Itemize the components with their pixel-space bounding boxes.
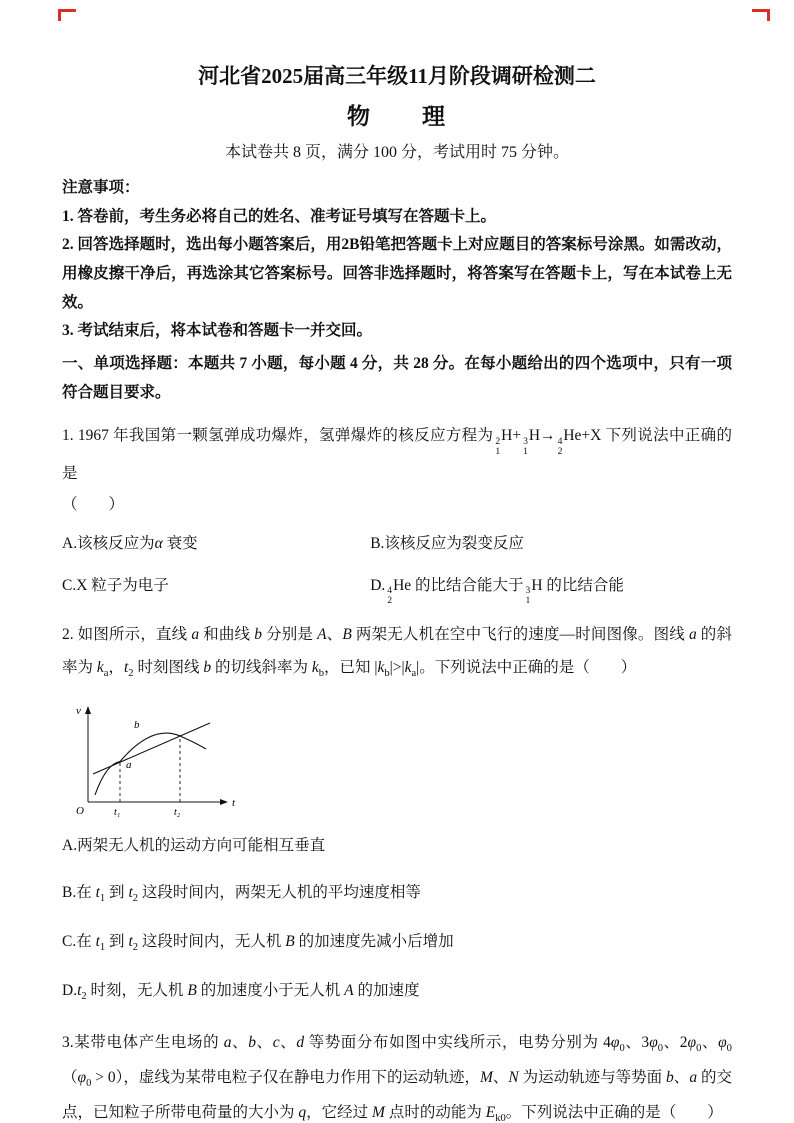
exam-title: 河北省2025届高三年级11月阶段调研检测二 <box>198 64 596 88</box>
exam-info: 本试卷共 8 页，满分 100 分，考试用时 75 分钟。 <box>224 144 569 161</box>
question-2-options <box>62 832 732 1007</box>
notice-item-2: 2. 回答选择题时，选出每小题答案后，用2B铅笔把答题卡上对应题目的答案标号涂黑。如需改动，用橡皮擦干净后，再选涂其它答案标号。回答非选择题时，将答案写在答题卡上，写在本试卷上无效。 <box>62 236 732 311</box>
question-1-answer-blank: （ ） <box>62 496 125 514</box>
question-2-option-d: $D.t_2$ 时刻，无人机 B 的加速度小于无人机 A 的加速度 <box>62 982 420 1003</box>
curve-b <box>95 733 206 795</box>
question-1-option-d: D. 4 2 He 的比结合能大于 3 1 H 的比结合能 <box>370 576 624 606</box>
x-axis-arrow <box>220 799 228 805</box>
question-2 <box>62 618 732 1007</box>
y-axis-arrow <box>85 706 91 714</box>
question-2-option-a: A.两架无人机的运动方向可能相互垂直 <box>62 837 326 855</box>
question-2-option-b: B.在 $t_1$ 到 $t_2$ 这段时间内，两架无人机的平均速度相等 <box>62 884 421 905</box>
question-1-option-c: C.X 粒子为电子 <box>62 576 169 594</box>
line-a-label: a <box>126 759 132 772</box>
t2-label: t₂ <box>174 807 181 819</box>
question-2-option-c: C.在 $t_1$ 到 $t_2$ 这段时间内，无人机 B 的加速度先减小后增加 <box>62 933 454 954</box>
x-axis-label: t <box>232 797 236 810</box>
section-1-heading: 一、单项选择题：本题共 7 小题，每小题 4 分，共 28 分。在每小题给出的四个选项中，只有一项符合题目要求。 <box>62 355 732 401</box>
question-1-option-a: A.该核反应为α 衰变 <box>62 534 198 552</box>
question-3 <box>62 1026 732 1123</box>
registration-mark-right <box>752 9 770 21</box>
question-1 <box>62 419 732 606</box>
notice-item-1: 1. 答卷前，考生务必将自己的姓名、准考证号填写在答题卡上。 <box>62 207 497 225</box>
curve-b-label: b <box>134 719 140 732</box>
question-1-stem: 1. 1967 年我国第一颗氢弹成功爆炸，氢弹爆炸的核反应方程为 2 1 H+ 3 1 H→ 4 2 He+X 下列说法中正确的是 <box>62 427 732 482</box>
question-1-option-b: B.该核反应为裂变反应 <box>370 534 524 552</box>
velocity-time-graph-svg <box>68 698 246 826</box>
question-3-stem: 3.某带电体产生电场的 a、b、c、d 等势面分布如图中实线所示，电势分别为 $4\varphi_0$、$3\varphi_0$、$2\varphi_0$、$\varphi_0(\varphi_0 > 0)$，虚线为某带电粒子仅在静电力作用下的运动轨迹，M、N 为运动轨迹与等势面 b、a 的交点，已知粒子所带电荷量的大小为 q，它经过 M 点时的动能为 $E_{k0}$。下列说法中正确的是（ ） <box>62 1034 732 1123</box>
registration-mark-left <box>58 9 76 21</box>
subject-title: 物 理 <box>347 104 447 129</box>
notice-item-3: 3. 考试结束后，将本试卷和答题卡一并交回。 <box>62 322 373 340</box>
question-2-stem: 2. 如图所示，直线 a 和曲线 b 分别是 A、B 两架无人机在空中飞行的速度—时间图像。图线 a 的斜率为 $k_a$，$t_2$ 时刻图线 b 的切线斜率为 $k_b$，已知 $|k_b|>|k_a|$。下列说法中正确的是（ ） <box>62 626 732 680</box>
notice-heading: 注意事项： <box>62 179 140 196</box>
velocity-time-graph <box>68 698 732 826</box>
y-axis-label: v <box>76 705 81 718</box>
origin-label: O <box>76 805 84 818</box>
t1-label: t₁ <box>114 807 121 819</box>
question-1-options <box>62 530 732 606</box>
